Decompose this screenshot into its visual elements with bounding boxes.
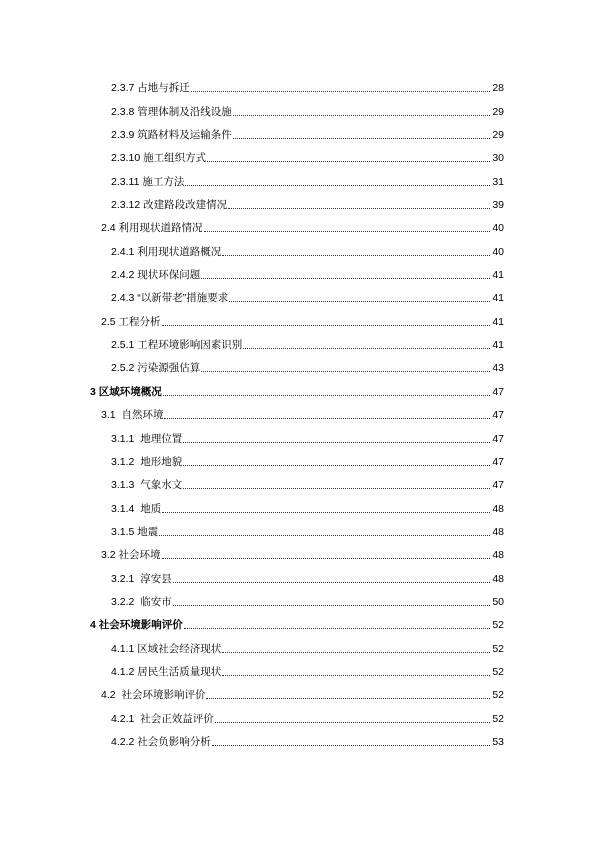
toc-entry[interactable]	[0, 284, 595, 307]
toc-entry-page-number: 52	[492, 712, 504, 725]
toc-entry-page-number: 47	[492, 385, 504, 398]
toc-entry-title: 工程环境影响因素识别	[137, 339, 243, 352]
toc-dot-leader	[233, 115, 490, 116]
toc-entry[interactable]	[0, 97, 595, 120]
toc-entry[interactable]	[0, 191, 595, 214]
toc-dot-leader	[162, 325, 490, 326]
toc-entry-title: “以新带老”措施要求	[137, 292, 229, 305]
toc-dot-leader	[191, 91, 490, 92]
toc-entry-page-number: 28	[492, 82, 504, 95]
toc-entry-number: 4.1.2	[111, 665, 135, 678]
toc-dot-leader	[163, 395, 490, 396]
toc-entry-title: 污染源强估算	[137, 362, 201, 375]
toc-entry-title: 地震	[137, 525, 159, 538]
toc-dot-leader	[206, 698, 490, 699]
toc-entry-number: 2.3.8	[111, 105, 135, 118]
toc-entry-page-number: 40	[492, 222, 504, 235]
toc-entry[interactable]	[0, 167, 595, 190]
toc-entry-title: 社会正效益评价	[137, 712, 214, 725]
toc-entry-title: 地理位置	[137, 432, 183, 445]
toc-entry[interactable]	[0, 728, 595, 751]
toc-entry[interactable]	[0, 401, 595, 424]
toc-entry-page-number: 47	[492, 432, 504, 445]
toc-entry-number: 2.5	[101, 315, 116, 328]
toc-entry-title: 地形地貌	[137, 455, 183, 468]
toc-dot-leader	[201, 278, 490, 279]
toc-entry-page-number: 48	[492, 525, 504, 538]
toc-dot-leader	[183, 465, 490, 466]
toc-entry[interactable]	[0, 331, 595, 354]
toc-entry-page-number: 29	[492, 105, 504, 118]
toc-entry[interactable]	[0, 448, 595, 471]
toc-entry-number: 3.1.5	[111, 525, 135, 538]
toc-dot-leader	[204, 231, 490, 232]
toc-entry-page-number: 40	[492, 245, 504, 258]
toc-entry-number: 3.2	[101, 549, 116, 562]
toc-entry-title: 社会环境影响评价	[118, 689, 206, 702]
toc-dot-leader	[185, 185, 490, 186]
toc-entry-number: 2.3.7	[111, 82, 135, 95]
toc-entry-number: 2.4.3	[111, 292, 135, 305]
toc-entry[interactable]	[0, 681, 595, 704]
toc-entry-number: 2.5.1	[111, 339, 135, 352]
toc-entry-title: 区域社会经济现状	[137, 642, 222, 655]
toc-entry-page-number: 52	[492, 665, 504, 678]
toc-entry-title: 地质	[137, 502, 162, 515]
toc-entry-number: 2.4.2	[111, 269, 135, 282]
toc-entry-title: 社会环境影响评价	[98, 619, 183, 632]
toc-dot-leader	[159, 535, 490, 536]
toc-entry[interactable]	[0, 634, 595, 657]
toc-entry-number: 2.5.2	[111, 362, 135, 375]
toc-entry[interactable]	[0, 354, 595, 377]
toc-entry-page-number: 47	[492, 479, 504, 492]
toc-entry-number: 4.2.1	[111, 712, 135, 725]
toc-entry-page-number: 39	[492, 199, 504, 212]
toc-dot-leader	[183, 488, 490, 489]
toc-dot-leader	[222, 255, 490, 256]
toc-entry[interactable]	[0, 261, 595, 284]
toc-entry-page-number: 41	[492, 339, 504, 352]
toc-entry-title: 自然环境	[118, 409, 164, 422]
toc-entry-title: 利用现状道路概况	[137, 245, 222, 258]
toc-entry-title: 施工组织方式	[143, 152, 207, 165]
toc-entry-page-number: 52	[492, 689, 504, 702]
toc-entry-number: 3.1.3	[111, 479, 135, 492]
toc-entry-number: 2.3.10	[111, 152, 141, 165]
toc-entry-page-number: 48	[492, 502, 504, 515]
toc-entry-number: 4.2	[101, 689, 116, 702]
toc-dot-leader	[212, 745, 490, 746]
toc-entry[interactable]	[0, 611, 595, 634]
toc-entry-page-number: 52	[492, 642, 504, 655]
toc-dot-leader	[162, 512, 490, 513]
toc-entry-page-number: 53	[492, 735, 504, 748]
toc-entry-number: 4.1.1	[111, 642, 135, 655]
toc-entry-number: 2.3.9	[111, 129, 135, 142]
toc-entry[interactable]	[0, 564, 595, 587]
toc-entry-number: 3.2.1	[111, 572, 135, 585]
toc-entry-title: 临安市	[137, 595, 172, 608]
toc-entry-title: 筑路材料及运输条件	[137, 129, 232, 142]
toc-entry-number: 3.1.4	[111, 502, 135, 515]
toc-entry-title: 区域环境概况	[98, 385, 162, 398]
toc-entry[interactable]	[0, 121, 595, 144]
toc-entry-page-number: 41	[492, 292, 504, 305]
toc-dot-leader	[243, 348, 490, 349]
toc-entry[interactable]	[0, 74, 595, 97]
toc-entry-title: 居民生活质量现状	[137, 665, 222, 678]
toc-entry[interactable]	[0, 518, 595, 541]
toc-entry-page-number: 47	[492, 455, 504, 468]
toc-entry-title: 社会环境	[118, 549, 161, 562]
toc-dot-leader	[229, 301, 490, 302]
toc-dot-leader	[233, 138, 490, 139]
toc-entry[interactable]	[0, 471, 595, 494]
toc-entry-page-number: 30	[492, 152, 504, 165]
toc-dot-leader	[228, 208, 490, 209]
toc-entry[interactable]	[0, 541, 595, 564]
toc-entry[interactable]	[0, 424, 595, 447]
table-of-contents	[0, 74, 595, 751]
toc-entry-page-number: 43	[492, 362, 504, 375]
toc-entry-number: 3.1.1	[111, 432, 135, 445]
toc-entry-number: 2.3.11	[111, 175, 140, 188]
toc-dot-leader	[183, 442, 490, 443]
toc-dot-leader	[215, 722, 490, 723]
toc-entry-number: 3.1	[101, 409, 116, 422]
toc-entry-number: 2.3.12	[111, 199, 141, 212]
toc-entry-page-number: 41	[492, 315, 504, 328]
toc-entry-number: 3	[90, 385, 96, 398]
toc-entry-page-number: 41	[492, 269, 504, 282]
toc-entry-title: 占地与拆迁	[137, 82, 190, 95]
toc-entry-page-number: 48	[492, 549, 504, 562]
toc-entry[interactable]	[0, 214, 595, 237]
toc-entry-number: 2.4.1	[111, 245, 135, 258]
toc-dot-leader	[222, 652, 490, 653]
toc-entry[interactable]	[0, 377, 595, 400]
toc-dot-leader	[173, 582, 490, 583]
toc-entry-page-number: 29	[492, 129, 504, 142]
toc-entry-title: 施工方法	[142, 175, 185, 188]
toc-entry-title: 气象水文	[137, 479, 183, 492]
toc-entry-number: 3.2.2	[111, 595, 135, 608]
toc-entry-title: 工程分析	[118, 315, 161, 328]
toc-entry[interactable]	[0, 144, 595, 167]
toc-dot-leader	[201, 371, 490, 372]
toc-entry-page-number: 47	[492, 409, 504, 422]
toc-entry-number: 4	[90, 619, 96, 632]
toc-dot-leader	[162, 558, 490, 559]
toc-entry[interactable]	[0, 704, 595, 727]
toc-dot-leader	[222, 675, 490, 676]
toc-entry[interactable]	[0, 588, 595, 611]
toc-entry[interactable]	[0, 237, 595, 260]
toc-entry-title: 淳安县	[137, 572, 172, 585]
toc-dot-leader	[207, 161, 490, 162]
toc-entry-page-number: 31	[492, 175, 504, 188]
toc-entry[interactable]	[0, 307, 595, 330]
toc-entry[interactable]	[0, 494, 595, 517]
toc-dot-leader	[184, 628, 490, 629]
toc-entry-number: 2.4	[101, 222, 116, 235]
toc-entry-number: 4.2.2	[111, 735, 135, 748]
toc-entry-page-number: 52	[492, 619, 504, 632]
toc-entry-title: 改建路段改建情况	[143, 199, 228, 212]
toc-entry-title: 利用现状道路情况	[118, 222, 203, 235]
toc-entry[interactable]	[0, 658, 595, 681]
toc-entry-page-number: 50	[492, 595, 504, 608]
toc-entry-number: 3.1.2	[111, 455, 135, 468]
toc-entry-title: 管理体制及沿线设施	[137, 105, 232, 118]
toc-entry-page-number: 48	[492, 572, 504, 585]
toc-entry-title: 社会负影响分析	[137, 735, 211, 748]
toc-dot-leader	[173, 605, 490, 606]
toc-dot-leader	[164, 418, 490, 419]
toc-entry-title: 现状环保问题	[137, 269, 201, 282]
